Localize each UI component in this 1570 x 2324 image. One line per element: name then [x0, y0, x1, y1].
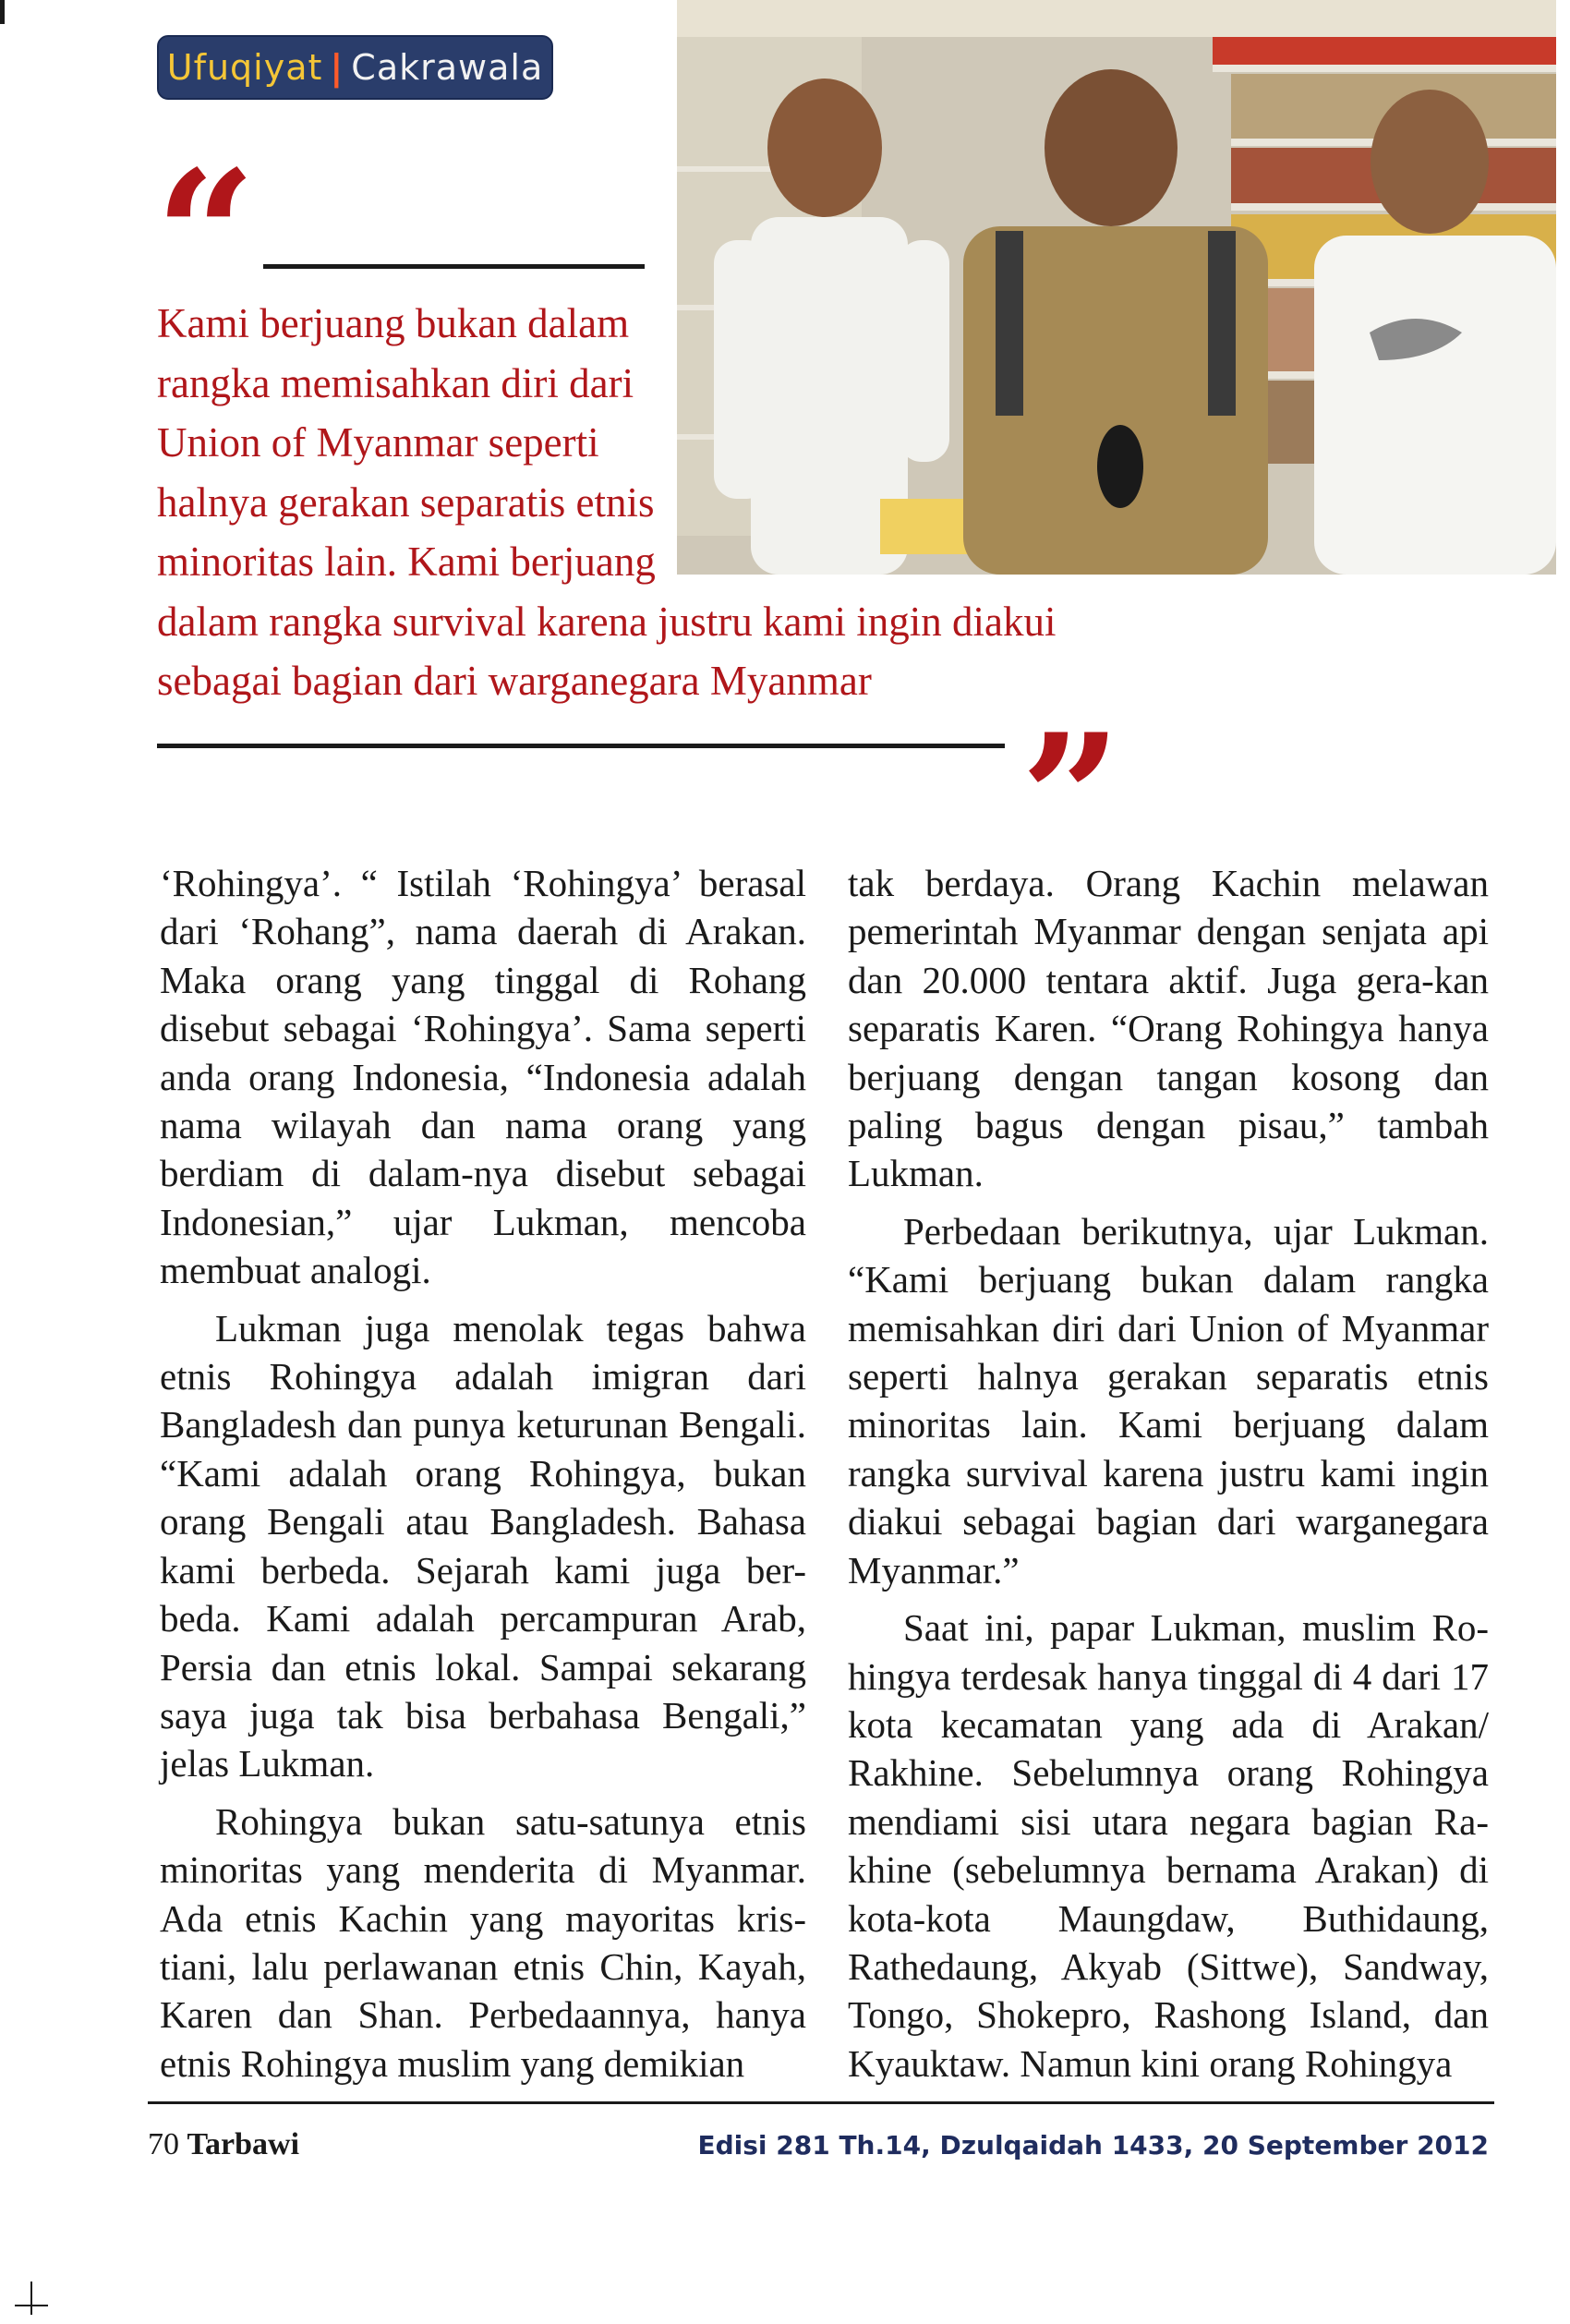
pull-quote	[157, 294, 1081, 711]
footer-rule	[148, 2101, 1494, 2104]
open-quote-mark: “	[155, 132, 257, 338]
page-number: 70	[148, 2127, 179, 2161]
footer-left	[148, 2127, 299, 2162]
pull-quote-line: minoritas lain. Kami berjuang	[157, 539, 656, 585]
paragraph: Lukman juga menolak tegas bahwa etnis Rohingya adalah imigran dari Bangladesh dan punya keturunan Bengali. “Kami adalah orang Rohingya, bukan orang Bengali atau Bangladesh. Bahasa kami berbeda. Sejarah kami juga ber-beda. Kami adalah percampuran Arab, Persia dan etnis lokal. Sampai sekarang saya juga tak bisa berbahasa Bengali,” jelas Lukman.	[160, 1306, 806, 1785]
section-tag-right: Cakrawala	[351, 47, 544, 88]
edition-info: Edisi 281 Th.14, Dzulqaidah 1433, 20 September 2012	[697, 2130, 1489, 2161]
paragraph: Rohingya bukan satu-satunya etnis minoritas yang menderita di Myanmar. Ada etnis Kachin yang mayoritas kris-tiani, lalu perlawanan etnis Chin, Kayah, Karen dan Shan. Perbedaannya, hanya etnis Rohingya muslim yang demikian	[160, 1799, 806, 2085]
section-tag-separator: |	[330, 47, 344, 88]
quote-top-rule	[263, 264, 645, 269]
paragraph: tak berdaya. Orang Kachin melawan pemerintah Myanmar dengan senjata api dan 20.000 tentara aktif. Juga gera-kan separatis Karen. “Orang Rohingya hanya berjuang dengan tangan kosong dan paling bagus dengan pisau,” tambah Lukman.	[848, 862, 1489, 1195]
pull-quote-line: dalam rangka survival karena justru kami ingin diakui	[157, 598, 1057, 645]
article-column-right	[848, 859, 1489, 2088]
section-tag	[157, 35, 553, 100]
pull-quote-line: Kami berjuang bukan dalam	[157, 300, 630, 346]
pull-quote-line: Union of Myanmar seperti	[157, 419, 599, 466]
pull-quote-line: rangka memisahkan diri dari	[157, 359, 634, 406]
close-quote-mark: ”	[1020, 696, 1122, 902]
paragraph: ‘Rohingya’. “ Istilah ‘Rohingya’ berasal dari ‘Rohang”, nama daerah di Arakan. Maka orang yang tinggal di Rohang disebut sebagai ‘Rohingya’. Sama seperti anda orang Indonesia, “Indonesia adalah nama wilayah dan nama orang yang berdiam di dalam-nya disebut sebagai Indonesian,” ujar Lukman, mencoba membuat analogi.	[160, 862, 806, 1292]
magazine-name: Tarbawi	[187, 2127, 300, 2161]
paragraph: Saat ini, papar Lukman, muslim Ro-hingya terdesak hanya tinggal di 4 dari 17 kota kecamatan yang ada di Arakan/ Rakhine. Sebelumnya orang Rohingya mendiami sisi utara negara bagian Ra-khine (sebelumnya bernama Arakan) di kota-kota Maungdaw, Buthidaung, Rathedaung, Akyab (Sittwe), Sandway, Tongo, Shokepro, Rashong Island, dan Kyauktaw. Namun kini orang Rohingya	[848, 1606, 1489, 2085]
quote-bottom-rule	[157, 744, 1005, 748]
pull-quote-line: sebagai bagian dari warganegara Myanmar	[157, 658, 872, 704]
paragraph: Perbedaan berikutnya, ujar Lukman. “Kami berjuang bukan dalam rangka memisahkan diri dari Union of Myanmar seperti halnya gerakan separatis etnis minoritas lain. Kami berjuang dalam rangka survival karena justru kami ingin diakui sebagai bagian dari warganegara Myanmar.”	[848, 1209, 1489, 1592]
pull-quote-line: halnya gerakan separatis etnis	[157, 478, 655, 526]
section-tag-left: Ufuqiyat	[166, 47, 323, 88]
article-column-left	[160, 859, 806, 2088]
crop-tick	[0, 0, 5, 24]
crop-mark-icon	[13, 2280, 50, 2317]
